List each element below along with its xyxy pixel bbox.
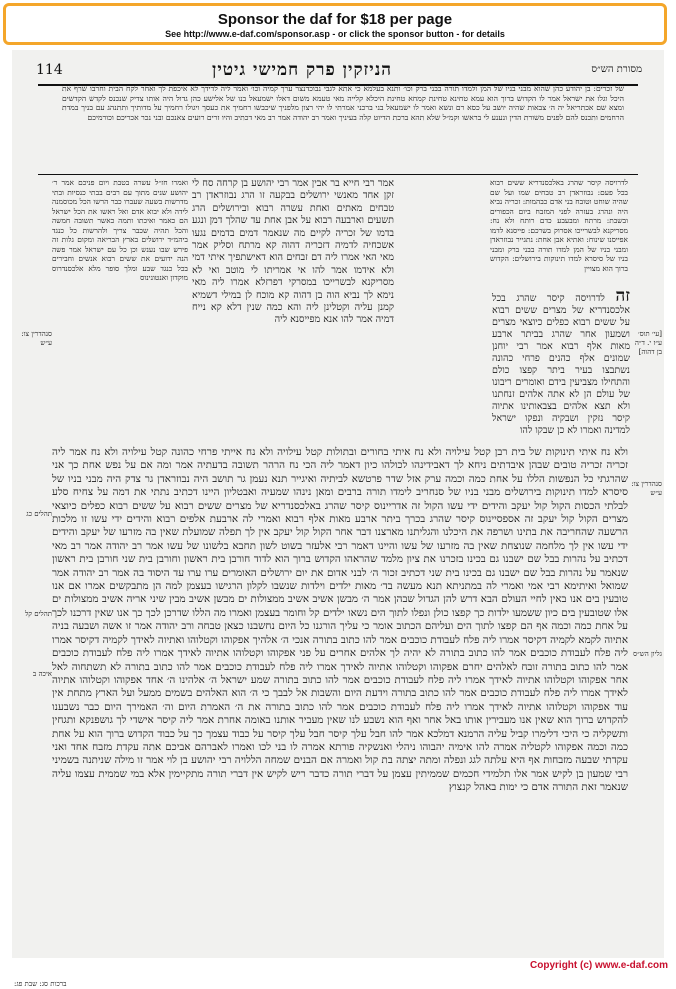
margin-reference: סנהדרין צו: ע״ש — [631, 480, 662, 497]
mishnah-text: לדרויסה קיסר שהרג בכל אלכסנדריא של מצרים ששים רבוא על ששים רבוא כפלים כיוצאי מצרים ושמעון אחר שהרג בביתר ארבע מאות אלף רבוא אמר רבי יוחנן שמונים אלף כהנים פרחי כהונה נשתבצו בעיר ביתר קפצו כולם והתחילו מצביעין בידם ואומרים ריבונו של עולם הן לא אתה אלהים זנחתנו ולא תצא אלהים בצבאותינו אתיוה קיסר נזקין ושבקיה ונפקו ישראל למדינה ואמרו לא כן שבקו להו — [492, 293, 630, 436]
margin-reference: ברכות סג: שבת פג: — [14, 980, 67, 988]
gemara-upper-block: אמר רבי חייא בר אבין אמר רבי יהושע בן קרחה סח לי זקן אחד מאנשי ירושלים בבקעה זו הרג נבוזראדן רב טבחים מאתים ואחת עשרה רבוא ובירושלים הרג תשעים וארבעה רבוא על אבן אחת עד שהלך דמן ונגע בדמו של זכריה לקיים מה שנאמר דמים בדמים נגעו אשכחיה לדמיה דזכריה דהוה קא מרתח וסליק אמר מאי האי אמרו ליה דם זבחים הוא דאישתפיך איתי דמי ולא אידמו אמר להו אי אמריתו לי מוטב ואי לא מסריקנא לבשרייכו במסרקי דפרזלא אמרו ליה מאי נימא לך נביא הוה בן דהוה קא מוכח לן במילי דשמיא קמנן עליה וקטלינן ליה והא כמה שנין דלא קא נייח דמיה אמר להו אנא מפייסנא ליה — [192, 178, 394, 326]
sponsor-banner[interactable] — [3, 3, 667, 45]
margin-reference: [עי׳ תוס׳ ע״ז י. ד״ה בן דהוה] — [634, 330, 662, 356]
tosafot-side-block: ואמרו חז״ל עשרה בטבת ויום פניכם אמר ר׳ יהושע שנים מתוך עם רבים בבתי כנסיות ובתי מדרשות בשעה שעברו כבר הרשו הכל מכוסמנה לידה ולא יבוא אדם ואל ראשו את הכל ישראל הם כאמר ואיכתו ותמה כאשר תשובה חמשה והכל תהיה שכבר צריך ולהרשות כל כנגד ביהמ״ד ירושלים בארץ הבריאה ומקום גלות זה פירש שבו נענש וכן כל עם ישראל אמר פשה הנה ידועים את ששים רבוא אנשים וחבירים בכל כנגד שבע ומלך סופר מלא אלכסנדרוס מוקדון ואנטונינוס — [52, 178, 188, 282]
sponsor-subtitle[interactable]: See http://www.e-daf.com/sponsor.asp - or click the sponsor button - for details — [165, 29, 505, 39]
mishnah-lead-word: זה — [615, 286, 630, 306]
margin-reference: תהלים קל — [24, 610, 52, 618]
mishnah-block — [492, 286, 630, 440]
margin-reference: איכה ב — [32, 670, 52, 678]
gemara-main-block: ולא נח איתי תינוקות של בית רבן קטל עילויה ולא נח איתי בחורים ובתולות קטל עילויה ולא נח אייתי פרחי כהונה קטל עילויה ולא נח אמר ליה זכריה זכריה טובים שבהן איבדתים ניחא לך דאבידינהו לכולהו כיון דאמר ליה הכי נח הרהר תשובה בדעתיה אמר ומה אם על נפש אחת כך אני שהרגתי כל הנפשות הללו על אחת כמה וכמה ערק אזל שדר פרטשא לביתיה ואיגייר תנא נעמן גר תושב היה נבוזראדן גר צדק היה מבני בניו של סיסרא למדו תינוקות בירושלים מבני בניו של סנחריב לימדו תורה ברבים ומאן נינהו שמעיה ואבטליון היינו דכתיב נתתי את דמה על צחיח סלע לבלתי הכסות הקול קול יעקב והידים ידי עשו הקול זה אדריינוס קיסר שהרג באלכסנדריא של מצרים ששים רבוא על ששים רבוא כפלים כיוצאי מצרים הקול קול יעקב זה אספסיינוס קיסר שהרג בכרך ביתר ארבע מאות אלף רבוא ואמרי לה ארבעת אלפים רבוא והידים ידי עשו זו מלכות הרשעה שהחריבה את בתינו ושרפה את היכלנו והגליתנו מארצנו דבר אחר הקול קול יעקב אין לך תפלה שמועלת שאין בה מזרעו של יעקב והידים ידי עשו אין לך מלחמה שנוצחת שאין בה מזרעו של עשו והיינו דאמר רבי אלעזר בשוט לשון תחבא בלשונו של עשו אמר רב יהודה אמר רב מאי דכתיב על נהרות בבל שם ישבנו גם בכינו בזכרנו את ציון מלמד שהראהו הקדוש ברוך הוא לדוד חורבן בית ראשון וחורבן בית שני חורבן בית ראשון שנאמר על נהרות בבל שם ישבנו גם בכינו בית שני דכתיב זכור ה׳ לבני אדום את יום ירושלים האומרים ערו ערו עד היסוד בה אמר רב יהודה אמר שמואל ואיתימא רבי אמי ואמרי לה במתניתא תנא מעשה בד׳ מאות ילדים וילדות שנשבו לקלון הרגישו בעצמן למה הן מתבקשים אמרו אם אנו טובעין בים אנו באין לחיי העולם הבא דרש להן הגדול שבהן אמר ה׳ מבשן אשיב אשיב ממצולות ים מבשן אשיב מבין שיני אריה אשיב ממצולות ים אלו שטובעין בים כיון ששמעו ילדות כך קפצו כולן ונפלו לתוך הים נשאו ילדים קל וחומר בעצמן ואמרו מה הללו שדרכן לכך כך אנו שאין דרכנו לכך על אחת כמה וכמה אף הם קפצו לתוך הים ועליהם הכתוב אומר כי עליך הורגנו כל היום נחשבנו כצאן טבחה ורב יהודה אמר זו אשה ושבעה בניה אתיוה לקמא לקמיה דקיסר אמרו ליה פלח לעבודת כוכבים אמר להו כתוב בתורה אנכי ה׳ אלהיך אפקוהו וקטלוהו ואתיוה לאידך לקמיה דקיסר אמרו ליה פלח לעבודת כוכבים אמר להו כתוב בתורה לא יהיה לך אלהים אחרים על פני אפקוהו וקטלוהו אתיוה לאידך אמרו ליה פלח לעבודת כוכבים אמר להו כתוב בתורה זובח לאלהים יחרם אפקוהו וקטלוהו אתיוה לאידך אמרו ליה פלח לעבודת כוכבים אמר להו כתוב בתורה לא תשתחוה לאל אחר אפקוהו וקטלוהו אתיוה לאידך אמרו ליה פלח לעבודת כוכבים אמר להו כתוב בתורה שמע ישראל ה׳ אלהינו ה׳ אחד אפקוהו וקטלוהו אתיוה לאידך אמרו ליה פלח לעבודת כוכבים אמר להו כתוב בתורה וידעת היום והשבות אל לבבך כי ה׳ הוא האלהים בשמים ממעל ועל הארץ מתחת אין עוד אפקוהו וקטלוהו אתיוה לאידך אמרו ליה פלח לעבודת כוכבים אמר להו כתוב בתורה את ה׳ האמרת היום וה׳ האמירך היום כבר נשבענו להקדוש ברוך הוא שאין אנו מעבירין אותו באל אחר ואף הוא נשבע לנו שאין מעביר אותנו באומה אחרת אמר ליה קיסר אישדי לך גושפנקא ותגחין ותשקליה כי היכי דלימרו קביל עליה הרמנא דמלכא אמר להו חבל עלך קיסר חבל עלך קיסר על כבוד עצמך כך על כבוד הקדוש ברוך הוא על אחת כמה וכמה אפקוהו לקטליה אמרה להו אימיה יהבוהו ניהלי ואנשקיה פורתא אמרה לו בני לכו ואמרו לאברהם אביכם אתה עקדת מזבח אחד ואני עקדתי שבעה מזבחות אף היא עלתה לגג ונפלה ומתה יצתה בת קול ואמרה אם הבנים שמחה הללויה רבי יהושע בן לוי אמר זו מילה שניתנה בשמיני רבי שמעון בן לקיש אמר אלו תלמידי חכמים שממיתין עצמן על דברי תורה כדבר ריש לקיש אין דברי תורה מתקיימין אלא במי שממית עצמו עליה שנאמר זאת התורה אדם כי ימות באהל קנצוץ — [52, 446, 628, 794]
margin-reference: גליון הש״ס — [633, 650, 662, 658]
page-title: הניזקין פרק חמישי גיטין — [212, 60, 393, 80]
section-rule — [38, 174, 638, 175]
page-header — [12, 60, 664, 84]
margin-reference: סנהדרין צו: ע״ש — [21, 330, 52, 347]
rashi-commentary: לדרויסה קיסר שהרג באלכסנדריא ששים רבוא בכל פעם: נבוזראדן רב טבחים שמו ועל שם שהיה שוחט וטובח בני אדם כבהמות: זכריה נביא היה ונהרג בעזרה לפני המזבח ביום הכפורים ובשבת: מרתח ומבעבע כדם רותח ולא נח: מסריקנא לבשרייכו אסרוק בשרכם: פייסנא לדמו אפייסנו שינוח: ואתיא אבן אחת: נתגייר נבוזראדן ומבני בניו של המן למדו תורה בבני ברק ומבני בניו של סיסרא למדו תינוקות בירושלים: הקדוש ברוך הוא מצויין — [490, 178, 628, 273]
tosafot-top-block: של זכרים: בן יהודע כהן שהוא מבני בניו של המן ולמדו תורה בבני ברק וכו׳ ותנא בעלמא כי אתא לגבי נבוכדנצר ערך קמיה וכו׳ ואמר ליה לדידך לא איכפת לך ואחר לקח הבית וחרבו שרף את היכל וגלו את ישראל אמר לו הקדוש ברוך הוא עמא טחינא טחינת קמחא טחינת היכלא קלייה מאי טעמא משום דאלו ישמעאל בנו של אלישע כהן גדול היה אותו צדיק שנכנס לקדש הקדשים ומצא שם אכתריאל יה ה׳ צבאות שהיה יושב על כסא רם ונשא ואמר לו ישמעאל בני ברכני אמרתי לו יהי רצון מלפניך שיכבשו רחמיך את כעסך ויגולו רחמיך על מדותיך ותתנהג עם בניך במדת הרחמים ותכנס להם לפנים משורת הדין ונענע לי בראשו וקמ״ל שלא תהא ברכת הדיוט קלה בעיניך ואמר רב יהודה אמר רב מאי דכתיב והיו זרים רועים צאנכם ובני נכר אכריכם וכורמיכם — [62, 84, 624, 122]
margin-reference: תהלים כג — [26, 510, 52, 518]
sponsor-title[interactable]: Sponsor the daf for $18 per page — [217, 11, 453, 28]
copyright-notice[interactable]: Copyright (c) www.e-daf.com — [530, 960, 668, 971]
page-number: 114 — [36, 62, 63, 78]
tractate-label: מסורת הש״ס — [591, 64, 642, 75]
